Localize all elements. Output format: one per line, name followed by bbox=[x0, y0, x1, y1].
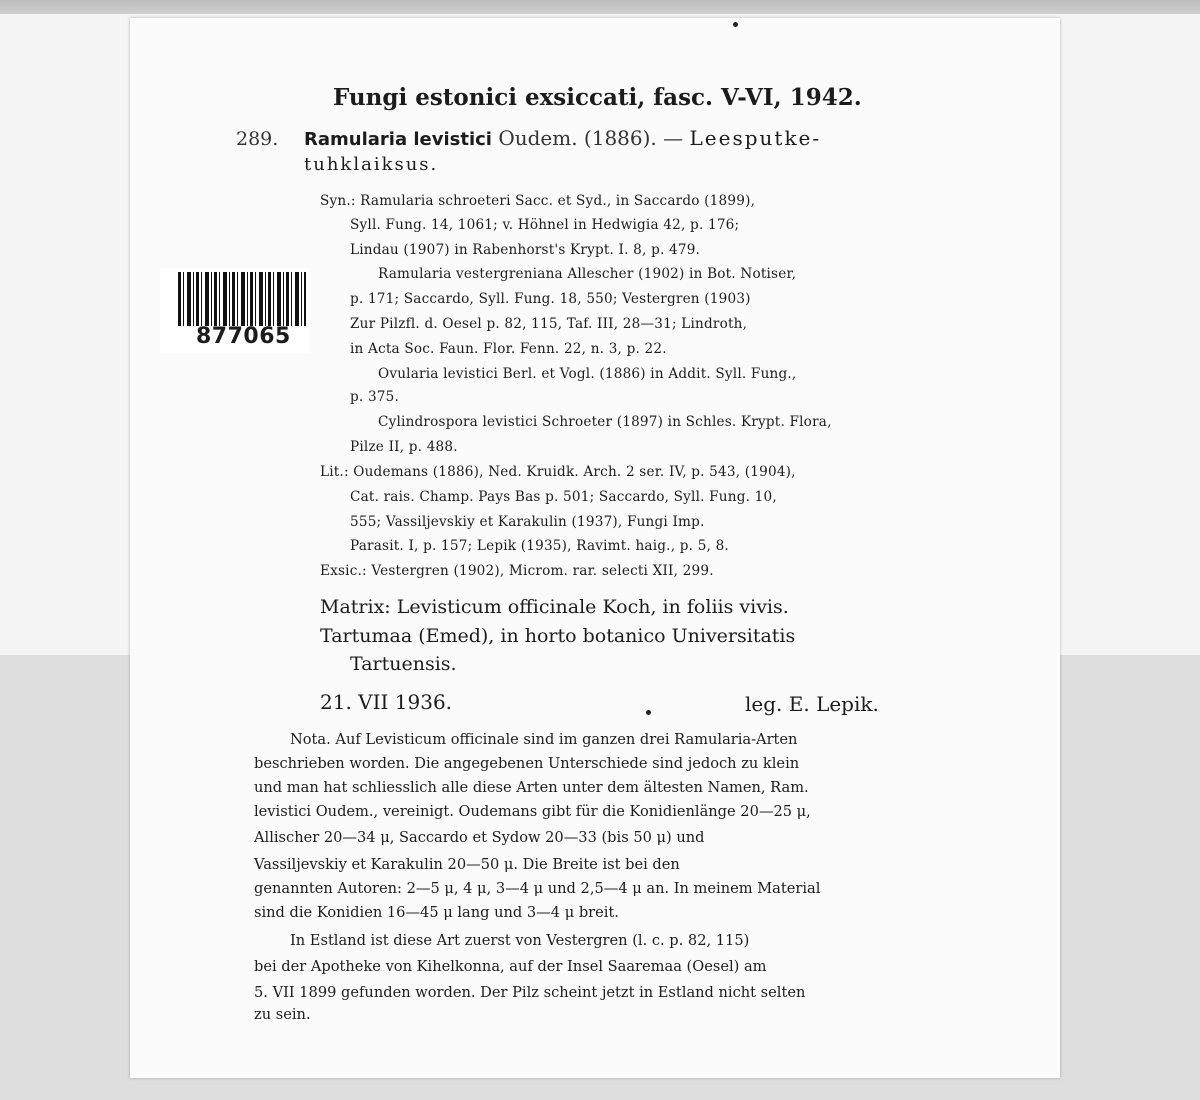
collector: leg. E. Lepik. bbox=[745, 692, 879, 716]
synonym-line: in Acta Soc. Faun. Flor. Fenn. 22, n. 3, p. 22. bbox=[350, 341, 667, 357]
synonym-line: p. 375. bbox=[350, 389, 400, 405]
nota-line: In Estland ist diese Art zuerst von Vestergren (l. c. p. 82, 115) bbox=[290, 932, 750, 949]
locality-line: Tartuensis. bbox=[350, 653, 457, 675]
synonym-line: Syll. Fung. 14, 1061; v. Höhnel in Hedwigia 42, p. 176; bbox=[350, 217, 740, 233]
nota-line: Vassiljevskiy et Karakulin 20—50 μ. Die Breite ist bei den bbox=[254, 856, 680, 873]
literature-line: 555; Vassiljevskiy et Karakulin (1937), Fungi Imp. bbox=[350, 514, 705, 530]
locality-line: Tartumaa (Emed), in horto botanico Universitatis bbox=[320, 625, 796, 647]
species-name: Ramularia levistici bbox=[304, 129, 492, 150]
species-heading bbox=[304, 126, 821, 150]
nota-line: sind die Konidien 16—45 μ lang und 3—4 μ breit. bbox=[254, 904, 619, 921]
nota-line: Nota. Auf Levisticum officinale sind im ganzen drei Ramularia-Arten bbox=[290, 731, 798, 748]
nota-line: und man hat schliesslich alle diese Arten unter dem ältesten Namen, Ram. bbox=[254, 779, 809, 796]
exsiccata-line: Exsic.: Vestergren (1902), Microm. rar. selecti XII, 299. bbox=[320, 563, 714, 579]
barcode-number: 877065 bbox=[196, 324, 291, 349]
nota-line: 5. VII 1899 gefunden worden. Der Pilz scheint jetzt in Estland nicht selten bbox=[254, 984, 806, 1001]
nota-line: genannten Autoren: 2—5 μ, 4 μ, 3—4 μ und 2,5—4 μ an. In meinem Material bbox=[254, 880, 821, 897]
synonym-line: Syn.: Ramularia schroeteri Sacc. et Syd., in Saccardo (1899), bbox=[320, 193, 756, 209]
nota-line: zu sein. bbox=[254, 1006, 311, 1023]
vernacular-name: Leesputke- bbox=[689, 126, 822, 150]
synonym-line: p. 171; Saccardo, Syll. Fung. 18, 550; Vestergren (1903) bbox=[350, 291, 751, 307]
literature-line: Cat. rais. Champ. Pays Bas p. 501; Saccardo, Syll. Fung. 10, bbox=[350, 489, 777, 505]
literature-line: Lit.: Oudemans (1886), Ned. Kruidk. Arch. 2 ser. IV, p. 543, (1904), bbox=[320, 464, 796, 480]
synonym-line: Ramularia vestergreniana Allescher (1902) in Bot. Notiser, bbox=[378, 266, 797, 282]
synonym-line: Cylindrospora levistici Schroeter (1897) in Schles. Krypt. Flora, bbox=[378, 414, 832, 430]
literature-line: Parasit. I, p. 157; Lepik (1935), Ravimt. haig., p. 5, 8. bbox=[350, 538, 729, 554]
scan-edge bbox=[0, 0, 1200, 14]
species-author: Oudem. (1886). — bbox=[498, 126, 690, 150]
matrix-line: Matrix: Levisticum officinale Koch, in foliis vivis. bbox=[320, 596, 789, 618]
nota-line: bei der Apotheke von Kihelkonna, auf der Insel Saaremaa (Oesel) am bbox=[254, 958, 767, 975]
vernacular-name-cont: tuhklaiksus. bbox=[304, 154, 439, 175]
pin-mark bbox=[733, 22, 738, 27]
synonym-line: Ovularia levistici Berl. et Vogl. (1886) in Addit. Syll. Fung., bbox=[378, 366, 797, 382]
synonym-line: Zur Pilzfl. d. Oesel p. 82, 115, Taf. III, 28—31; Lindroth, bbox=[350, 316, 748, 332]
pin-mark bbox=[646, 710, 651, 715]
barcode-icon bbox=[178, 272, 306, 326]
page-title: Fungi estonici exsiccati, fasc. V-VI, 1942. bbox=[333, 84, 862, 111]
specimen-number: 289. bbox=[236, 128, 279, 150]
nota-line: Allischer 20—34 μ, Saccardo et Sydow 20—33 (bis 50 μ) und bbox=[254, 829, 705, 846]
nota-line: levistici Oudem., vereinigt. Oudemans gibt für die Konidienlänge 20—25 μ, bbox=[254, 803, 811, 820]
synonym-line: Pilze II, p. 488. bbox=[350, 439, 458, 455]
collection-date: 21. VII 1936. bbox=[320, 690, 453, 714]
synonym-line: Lindau (1907) in Rabenhorst's Krypt. I. 8, p. 479. bbox=[350, 242, 701, 258]
nota-line: beschrieben worden. Die angegebenen Unterschiede sind jedoch zu klein bbox=[254, 755, 800, 772]
